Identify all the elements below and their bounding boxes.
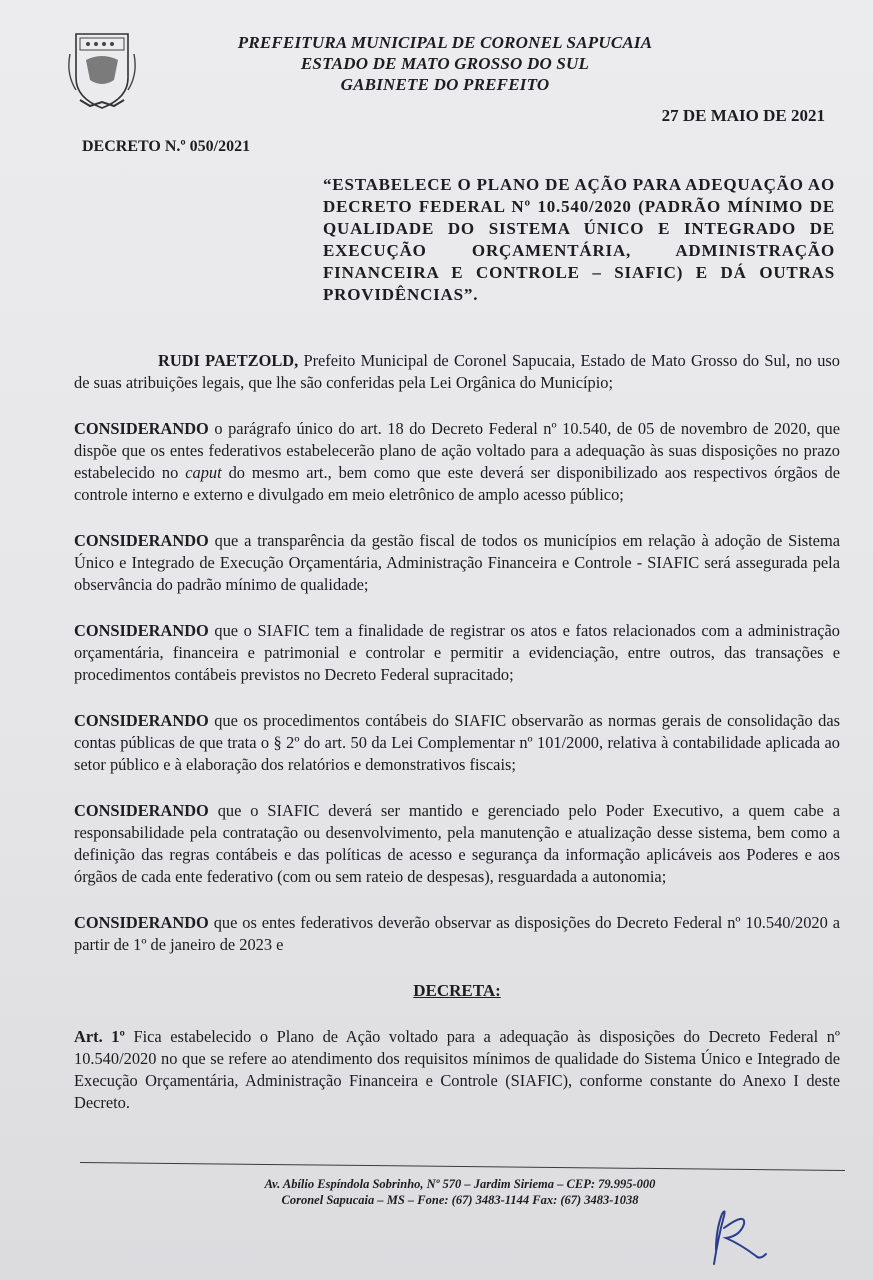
considerando-text: o parágrafo único do art. 18 do Decreto Federal nº 10.540, de 05 de novembro de 2020, que dispõe que os entes federativos estabelecerão plano de ação voltado para a adequação às suas disposições no prazo estabelecido no: [74, 419, 840, 482]
decreta-heading: DECRETA:: [413, 981, 501, 1000]
mayor-name: RUDI PAETZOLD,: [158, 351, 299, 370]
considerando-label: CONSIDERANDO: [74, 913, 209, 932]
considerando-italic: caput: [185, 463, 222, 482]
considerando-text: que a transparência da gestão fiscal de todos os municípios em relação à adoção de Sistema Único e Integrado de Execução Orçamentária, Administração Financeira e Controle - SIAFIC será assegurada pela observância do padrão mínimo de qualidade;: [74, 531, 840, 594]
article-1-text: Fica estabelecido o Plano de Ação voltado para a adequação às disposições do Decreto Federal nº 10.540/2020 no que se refere ao atendimento dos requisitos mínimos de qualidade do Sistema Único e Integrado de Execução Orçamentária, Administração Financeira e Controle (SIAFIC), conforme constante do Anexo I deste Decreto.: [74, 1027, 841, 1112]
considerando-paragraph: [74, 620, 840, 686]
considerando-text: do mesmo art., bem como que este deverá ser disponibilizado aos respectivos órgãos de controle interno e externo e divulgado em meio eletrônico de amplo acesso público;: [74, 463, 840, 504]
considerando-paragraph: [74, 710, 840, 776]
decree-number: DECRETO N.º 050/2021: [82, 138, 251, 155]
considerando-label: CONSIDERANDO: [74, 531, 209, 550]
preamble-text: Prefeito Municipal de Coronel Sapucaia, Estado de Mato Grosso do Sul, no uso de suas atribuições legais, que lhe são conferidas pela Lei Orgânica do Município;: [74, 351, 840, 392]
municipal-coat-of-arms-icon: [66, 30, 138, 112]
decree-summary: “ESTABELECE O PLANO DE AÇÃO PARA ADEQUAÇÃO AO DECRETO FEDERAL Nº 10.540/2020 (PADRÃO MÍNIMO DE QUALIDADE DO SISTEMA ÚNICO E INTEGRADO DE EXECUÇÃO ORÇAMENTÁRIA, ADMINISTRAÇÃO FINANCEIRA E CONTROLE – SIAFIC) E DÁ OUTRAS PROVIDÊNCIAS”.: [323, 175, 835, 304]
footer-divider: [80, 1162, 845, 1171]
considerando-paragraph: [74, 800, 840, 888]
considerando-label: CONSIDERANDO: [74, 711, 209, 730]
article-1-paragraph: [74, 1026, 840, 1114]
footer-street: Av. Abílio Espíndola Sobrinho, Nº 570 – Jardim Siriema – CEP: 79.995-000: [264, 1177, 656, 1191]
considerando-label: CONSIDERANDO: [74, 801, 209, 820]
considerando-text: que os entes federativos deverão observar as disposições do Decreto Federal nº 10.540/2020 a partir de 1º de janeiro de 2023 e: [74, 913, 840, 954]
preamble-paragraph: [74, 350, 840, 394]
handwritten-signature-icon: [700, 1198, 770, 1268]
letterhead: [210, 32, 680, 95]
footer-contact: Coronel Sapucaia – MS – Fone: (67) 3483-1144 Fax: (67) 3483-1038: [281, 1193, 639, 1207]
letterhead-state: ESTADO DE MATO GROSSO DO SUL: [300, 54, 590, 73]
considerando-text: que o SIAFIC deverá ser mantido e gerenciado pelo Poder Executivo, a quem cabe a responsabilidade pela contratação ou desenvolvimento, pela manutenção e atualização desse sistema, bem como a definição das regras contábeis e das políticas de acesso e segurança da informação aplicáveis aos Poderes e aos órgãos de cada ente federativo (com ou sem rateio de despesas), resguardada a autonomia;: [74, 801, 840, 886]
decree-body: [74, 350, 840, 1138]
considerando-paragraph: [74, 418, 840, 506]
letterhead-office: GABINETE DO PREFEITO: [340, 75, 550, 94]
considerando-label: CONSIDERANDO: [74, 621, 209, 640]
considerando-text: que os procedimentos contábeis do SIAFIC observarão as normas gerais de consolidação das contas públicas de que trata o § 2º do art. 50 da Lei Complementar nº 101/2000, relativa à contabilidade aplicada ao setor público e à elaboração dos relatórios e demonstrativos fiscais;: [74, 711, 840, 774]
considerando-label: CONSIDERANDO: [74, 419, 209, 438]
footer-address: [200, 1176, 720, 1208]
considerando-paragraph: [74, 530, 840, 596]
considerando-paragraph: [74, 912, 840, 956]
considerando-text: que o SIAFIC tem a finalidade de registrar os atos e fatos relacionados com a administração orçamentária, financeira e patrimonial e controlar e permitir a evidenciação, entre outros, das transações e procedimentos contábeis previstos no Decreto Federal supracitado;: [74, 621, 840, 684]
letterhead-municipality: PREFEITURA MUNICIPAL DE CORONEL SAPUCAIA: [237, 33, 653, 52]
document-date: 27 DE MAIO DE 2021: [661, 106, 825, 125]
article-1-label: Art. 1º: [74, 1027, 125, 1046]
